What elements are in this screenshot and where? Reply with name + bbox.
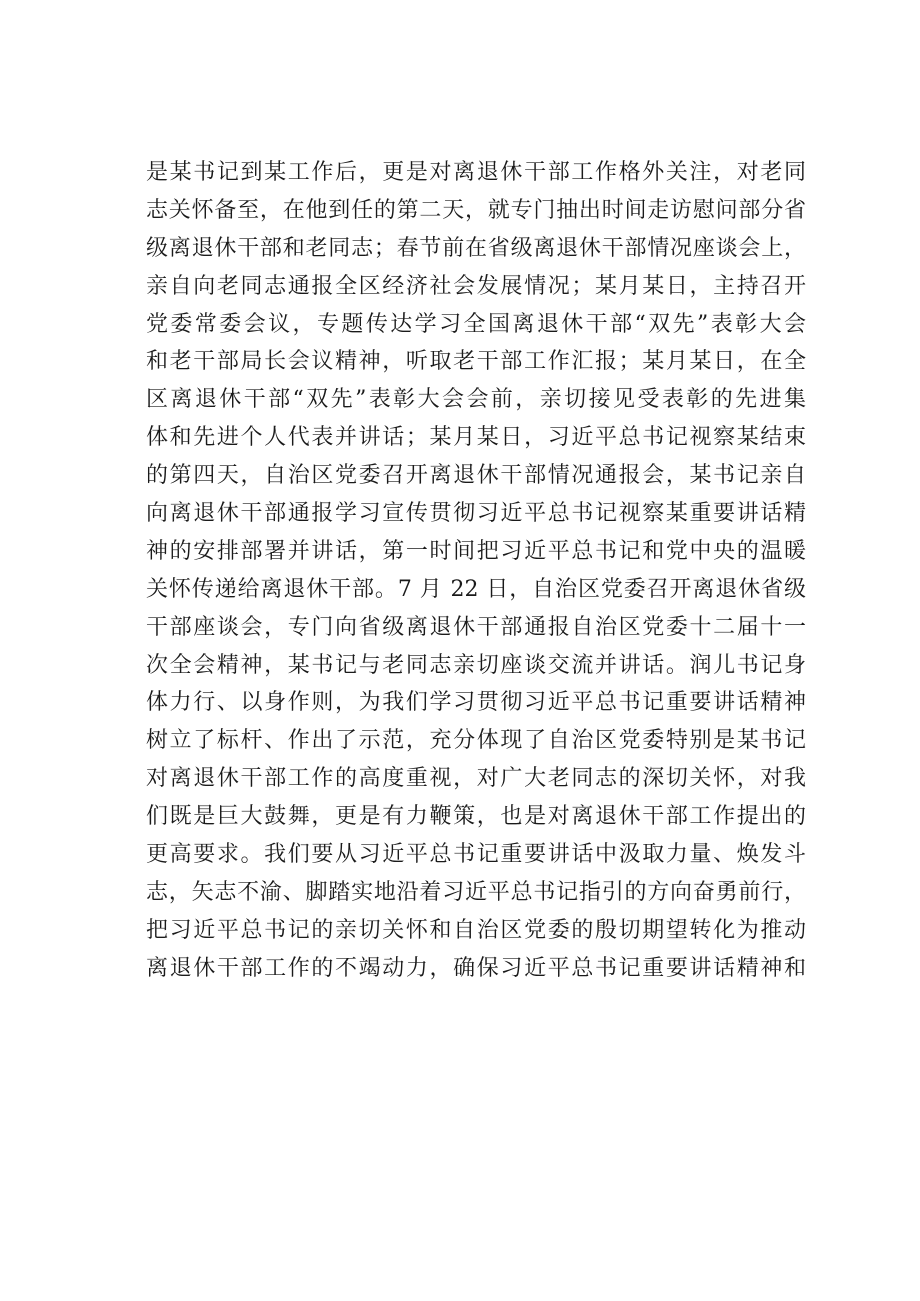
text-line: 干部座谈会，专门向省级离退休干部通报自治区党委十二届十一 (146, 614, 806, 640)
text-line: 次全会精神，某书记与老同志亲切座谈交流并讲话。润儿书记身 (146, 652, 806, 678)
text-line: 党委常委会议，专题传达学习全国离退休干部“双先”表彰大会 (146, 311, 806, 337)
text-line: 的第四天，自治区党委召开离退休干部情况通报会，某书记亲自 (146, 463, 806, 489)
text-line: 和老干部局长会议精神，听取老干部工作汇报；某月某日，在全 (146, 349, 806, 375)
text-line: 志关怀备至，在他到任的第二天，就专门抽出时间走访慰问部分省 (146, 197, 806, 223)
text-line: 们既是巨大鼓舞，更是有力鞭策，也是对离退休干部工作提出的 (146, 804, 806, 830)
text-line: 向离退休干部通报学习宣传贯彻习近平总书记视察某重要讲话精 (146, 501, 806, 527)
text-line: 树立了标杆、作出了示范，充分体现了自治区党委特别是某书记 (146, 728, 806, 754)
text-line: 离退休干部工作的不竭动力，确保习近平总书记重要讲话精神和 (146, 955, 806, 981)
text-line: 体力行、以身作则，为我们学习贯彻习近平总书记重要讲话精神 (146, 690, 806, 716)
text-line: 对离退休干部工作的高度重视，对广大老同志的深切关怀，对我 (146, 766, 806, 792)
text-line: 区离退休干部“双先”表彰大会会前，亲切接见受表彰的先进集 (146, 387, 806, 413)
text-line: 是某书记到某工作后，更是对离退休干部工作格外关注，对老同 (146, 160, 806, 185)
text-line: 级离退休干部和老同志；春节前在省级离退休干部情况座谈会上， (146, 235, 806, 261)
text-line: 志，矢志不渝、脚踏实地沿着习近平总书记指引的方向奋勇前行， (146, 879, 806, 905)
text-line: 体和先进个人代表并讲话；某月某日，习近平总书记视察某结束 (146, 425, 806, 451)
text-line: 更高要求。我们要从习近平总书记重要讲话中汲取力量、焕发斗 (146, 842, 806, 868)
text-line: 把习近平总书记的亲切关怀和自治区党委的殷切期望转化为推动 (146, 917, 806, 943)
text-line: 关怀传递给离退休干部。7 月 22 日，自治区党委召开离退休省级 (146, 576, 806, 602)
text-line: 神的安排部署并讲话，第一时间把习近平总书记和党中央的温暖 (146, 538, 806, 564)
text-line: 亲自向老同志通报全区经济社会发展情况；某月某日，主持召开 (146, 273, 806, 299)
body-paragraph (146, 154, 806, 988)
